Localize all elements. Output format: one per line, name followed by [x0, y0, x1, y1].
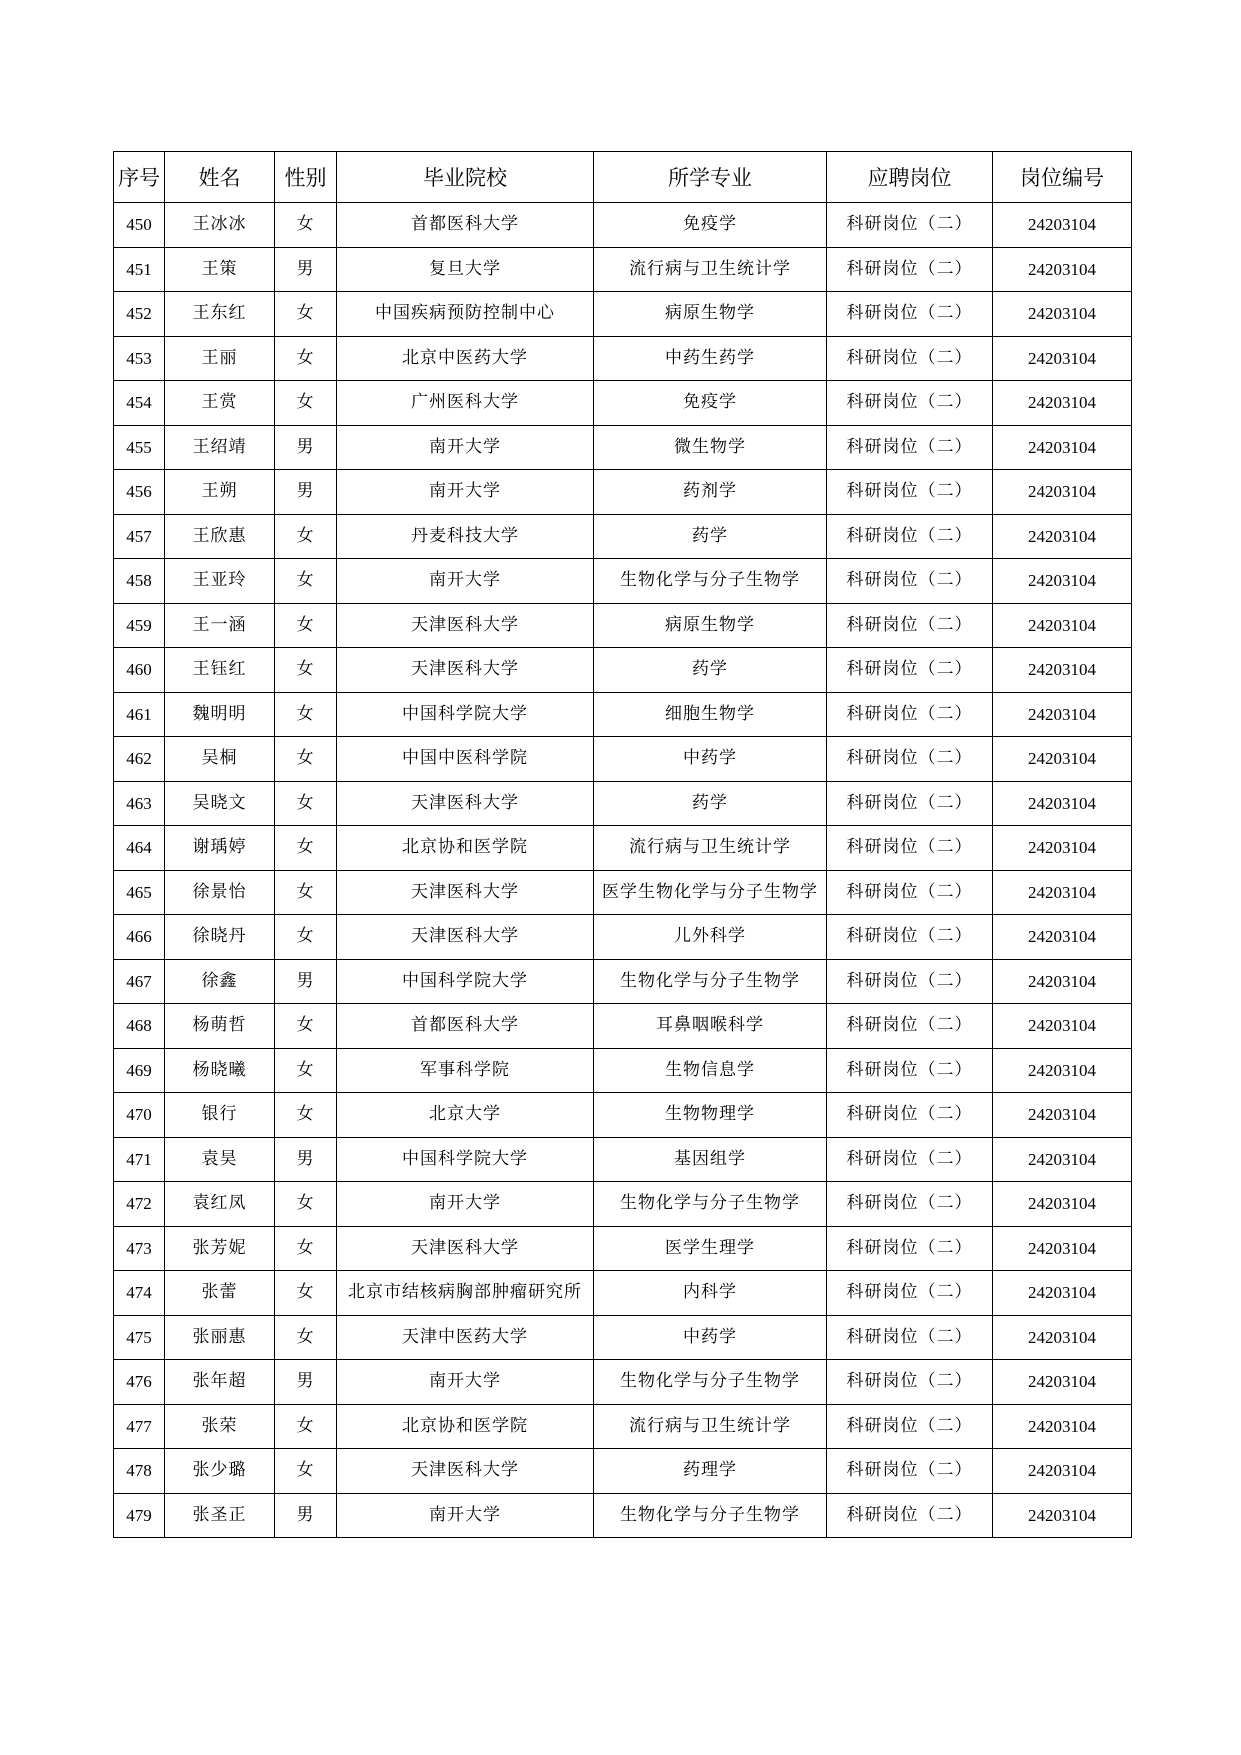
cell-index: 454 [114, 381, 165, 426]
cell-position-code: 24203104 [993, 470, 1132, 515]
cell-position: 科研岗位（二） [827, 603, 993, 648]
table-row [114, 1182, 1132, 1227]
cell-index: 455 [114, 425, 165, 470]
cell-index: 456 [114, 470, 165, 515]
cell-school: 天津医科大学 [337, 915, 594, 960]
cell-position: 科研岗位（二） [827, 1048, 993, 1093]
cell-name: 张丽惠 [165, 1315, 275, 1360]
header-name: 姓名 [165, 152, 275, 203]
cell-index: 478 [114, 1449, 165, 1494]
header-position: 应聘岗位 [827, 152, 993, 203]
cell-index: 467 [114, 959, 165, 1004]
cell-school: 复旦大学 [337, 247, 594, 292]
cell-gender: 男 [275, 1493, 337, 1538]
cell-index: 466 [114, 915, 165, 960]
cell-index: 468 [114, 1004, 165, 1049]
cell-index: 462 [114, 737, 165, 782]
cell-index: 469 [114, 1048, 165, 1093]
cell-name: 王绍靖 [165, 425, 275, 470]
cell-position: 科研岗位（二） [827, 737, 993, 782]
table-row [114, 470, 1132, 515]
cell-index: 458 [114, 559, 165, 604]
table-row [114, 1093, 1132, 1138]
cell-position-code: 24203104 [993, 781, 1132, 826]
cell-school: 北京市结核病胸部肿瘤研究所 [337, 1271, 594, 1316]
table-row [114, 1048, 1132, 1093]
cell-name: 袁红凤 [165, 1182, 275, 1227]
cell-gender: 女 [275, 915, 337, 960]
table-row [114, 1493, 1132, 1538]
cell-position-code: 24203104 [993, 915, 1132, 960]
header-major: 所学专业 [594, 152, 827, 203]
cell-position-code: 24203104 [993, 692, 1132, 737]
table-row [114, 959, 1132, 1004]
header-position-code: 岗位编号 [993, 152, 1132, 203]
cell-position: 科研岗位（二） [827, 381, 993, 426]
cell-name: 徐鑫 [165, 959, 275, 1004]
cell-position: 科研岗位（二） [827, 1360, 993, 1405]
cell-name: 王策 [165, 247, 275, 292]
cell-major: 微生物学 [594, 425, 827, 470]
cell-major: 药理学 [594, 1449, 827, 1494]
cell-position: 科研岗位（二） [827, 1315, 993, 1360]
table-header-row [114, 152, 1132, 203]
cell-index: 461 [114, 692, 165, 737]
cell-position-code: 24203104 [993, 1449, 1132, 1494]
cell-major: 流行病与卫生统计学 [594, 1404, 827, 1449]
cell-major: 药学 [594, 648, 827, 693]
cell-position-code: 24203104 [993, 870, 1132, 915]
header-index: 序号 [114, 152, 165, 203]
cell-gender: 女 [275, 692, 337, 737]
cell-major: 生物物理学 [594, 1093, 827, 1138]
cell-major: 免疫学 [594, 381, 827, 426]
cell-position: 科研岗位（二） [827, 1271, 993, 1316]
cell-name: 张荣 [165, 1404, 275, 1449]
table-row [114, 915, 1132, 960]
cell-gender: 女 [275, 826, 337, 871]
cell-position: 科研岗位（二） [827, 1093, 993, 1138]
cell-position-code: 24203104 [993, 292, 1132, 337]
cell-position: 科研岗位（二） [827, 470, 993, 515]
cell-gender: 女 [275, 648, 337, 693]
cell-school: 南开大学 [337, 559, 594, 604]
table-row [114, 1226, 1132, 1271]
table-row [114, 381, 1132, 426]
cell-name: 吴晓文 [165, 781, 275, 826]
cell-school: 首都医科大学 [337, 1004, 594, 1049]
cell-name: 魏明明 [165, 692, 275, 737]
cell-school: 南开大学 [337, 1360, 594, 1405]
cell-school: 中国疾病预防控制中心 [337, 292, 594, 337]
cell-school: 中国中医科学院 [337, 737, 594, 782]
cell-name: 袁昊 [165, 1137, 275, 1182]
cell-gender: 女 [275, 870, 337, 915]
cell-school: 天津医科大学 [337, 603, 594, 648]
cell-gender: 女 [275, 737, 337, 782]
table-row [114, 826, 1132, 871]
cell-major: 儿外科学 [594, 915, 827, 960]
cell-position-code: 24203104 [993, 514, 1132, 559]
cell-position: 科研岗位（二） [827, 648, 993, 693]
cell-index: 464 [114, 826, 165, 871]
cell-name: 吴桐 [165, 737, 275, 782]
cell-index: 465 [114, 870, 165, 915]
cell-position: 科研岗位（二） [827, 292, 993, 337]
cell-gender: 女 [275, 559, 337, 604]
cell-name: 王丽 [165, 336, 275, 381]
cell-name: 张圣正 [165, 1493, 275, 1538]
cell-name: 银行 [165, 1093, 275, 1138]
cell-position-code: 24203104 [993, 1004, 1132, 1049]
cell-position-code: 24203104 [993, 1182, 1132, 1227]
cell-school: 天津医科大学 [337, 781, 594, 826]
table-row [114, 1449, 1132, 1494]
table-row [114, 737, 1132, 782]
cell-gender: 女 [275, 603, 337, 648]
cell-school: 南开大学 [337, 1182, 594, 1227]
cell-position: 科研岗位（二） [827, 959, 993, 1004]
table-row [114, 870, 1132, 915]
cell-school: 南开大学 [337, 470, 594, 515]
cell-index: 472 [114, 1182, 165, 1227]
cell-index: 471 [114, 1137, 165, 1182]
cell-major: 中药生药学 [594, 336, 827, 381]
cell-position-code: 24203104 [993, 1360, 1132, 1405]
cell-gender: 男 [275, 959, 337, 1004]
header-gender: 性别 [275, 152, 337, 203]
cell-gender: 男 [275, 425, 337, 470]
cell-position-code: 24203104 [993, 1048, 1132, 1093]
cell-major: 药剂学 [594, 470, 827, 515]
cell-name: 徐晓丹 [165, 915, 275, 960]
cell-index: 453 [114, 336, 165, 381]
table-row [114, 1137, 1132, 1182]
cell-position-code: 24203104 [993, 1271, 1132, 1316]
cell-name: 王东红 [165, 292, 275, 337]
cell-major: 生物信息学 [594, 1048, 827, 1093]
cell-gender: 男 [275, 1360, 337, 1405]
cell-major: 中药学 [594, 737, 827, 782]
cell-position-code: 24203104 [993, 559, 1132, 604]
cell-index: 460 [114, 648, 165, 693]
cell-index: 476 [114, 1360, 165, 1405]
cell-school: 天津医科大学 [337, 648, 594, 693]
cell-school: 北京中医药大学 [337, 336, 594, 381]
table-row [114, 559, 1132, 604]
cell-major: 内科学 [594, 1271, 827, 1316]
cell-major: 中药学 [594, 1315, 827, 1360]
cell-major: 药学 [594, 514, 827, 559]
cell-school: 天津医科大学 [337, 870, 594, 915]
table-row [114, 514, 1132, 559]
cell-major: 生物化学与分子生物学 [594, 1493, 827, 1538]
cell-name: 王冰冰 [165, 203, 275, 248]
cell-index: 451 [114, 247, 165, 292]
cell-position: 科研岗位（二） [827, 826, 993, 871]
cell-name: 徐景怡 [165, 870, 275, 915]
cell-index: 479 [114, 1493, 165, 1538]
cell-major: 生物化学与分子生物学 [594, 1182, 827, 1227]
cell-position: 科研岗位（二） [827, 1182, 993, 1227]
cell-gender: 女 [275, 514, 337, 559]
cell-gender: 女 [275, 1093, 337, 1138]
cell-position: 科研岗位（二） [827, 425, 993, 470]
cell-name: 杨萌哲 [165, 1004, 275, 1049]
table-row [114, 603, 1132, 648]
cell-position: 科研岗位（二） [827, 781, 993, 826]
cell-position: 科研岗位（二） [827, 514, 993, 559]
cell-name: 杨晓曦 [165, 1048, 275, 1093]
cell-position-code: 24203104 [993, 1137, 1132, 1182]
cell-gender: 女 [275, 1271, 337, 1316]
cell-index: 475 [114, 1315, 165, 1360]
cell-position-code: 24203104 [993, 203, 1132, 248]
cell-index: 474 [114, 1271, 165, 1316]
cell-school: 中国科学院大学 [337, 692, 594, 737]
cell-position-code: 24203104 [993, 1315, 1132, 1360]
cell-position-code: 24203104 [993, 959, 1132, 1004]
cell-school: 天津医科大学 [337, 1226, 594, 1271]
cell-gender: 女 [275, 1182, 337, 1227]
cell-position: 科研岗位（二） [827, 247, 993, 292]
cell-gender: 男 [275, 247, 337, 292]
table-row [114, 1404, 1132, 1449]
cell-gender: 女 [275, 1004, 337, 1049]
cell-position-code: 24203104 [993, 425, 1132, 470]
cell-school: 南开大学 [337, 1493, 594, 1538]
table-body [114, 203, 1132, 1538]
cell-gender: 女 [275, 1449, 337, 1494]
cell-position: 科研岗位（二） [827, 1226, 993, 1271]
cell-major: 药学 [594, 781, 827, 826]
cell-position-code: 24203104 [993, 1093, 1132, 1138]
table-row [114, 425, 1132, 470]
cell-gender: 男 [275, 1137, 337, 1182]
cell-position: 科研岗位（二） [827, 1137, 993, 1182]
cell-gender: 男 [275, 470, 337, 515]
table-row [114, 648, 1132, 693]
table-row [114, 1271, 1132, 1316]
cell-position-code: 24203104 [993, 381, 1132, 426]
cell-school: 中国科学院大学 [337, 959, 594, 1004]
cell-position-code: 24203104 [993, 336, 1132, 381]
cell-school: 北京协和医学院 [337, 826, 594, 871]
cell-major: 生物化学与分子生物学 [594, 1360, 827, 1405]
cell-major: 耳鼻咽喉科学 [594, 1004, 827, 1049]
cell-name: 王亚玲 [165, 559, 275, 604]
cell-index: 477 [114, 1404, 165, 1449]
cell-school: 广州医科大学 [337, 381, 594, 426]
cell-position: 科研岗位（二） [827, 1449, 993, 1494]
cell-index: 452 [114, 292, 165, 337]
cell-position-code: 24203104 [993, 603, 1132, 648]
table-row [114, 336, 1132, 381]
cell-name: 张少璐 [165, 1449, 275, 1494]
cell-position-code: 24203104 [993, 1493, 1132, 1538]
cell-major: 免疫学 [594, 203, 827, 248]
cell-name: 张蕾 [165, 1271, 275, 1316]
cell-position: 科研岗位（二） [827, 203, 993, 248]
cell-school: 天津中医药大学 [337, 1315, 594, 1360]
cell-index: 463 [114, 781, 165, 826]
cell-position: 科研岗位（二） [827, 870, 993, 915]
cell-gender: 女 [275, 292, 337, 337]
cell-gender: 女 [275, 1404, 337, 1449]
cell-major: 细胞生物学 [594, 692, 827, 737]
cell-index: 457 [114, 514, 165, 559]
table-row [114, 247, 1132, 292]
cell-major: 流行病与卫生统计学 [594, 826, 827, 871]
cell-name: 王赏 [165, 381, 275, 426]
cell-gender: 女 [275, 1226, 337, 1271]
table-row [114, 292, 1132, 337]
cell-position: 科研岗位（二） [827, 1404, 993, 1449]
table-row [114, 781, 1132, 826]
cell-gender: 女 [275, 381, 337, 426]
cell-index: 459 [114, 603, 165, 648]
cell-major: 生物化学与分子生物学 [594, 959, 827, 1004]
header-school: 毕业院校 [337, 152, 594, 203]
cell-name: 谢瑀婷 [165, 826, 275, 871]
table-row [114, 692, 1132, 737]
table-row [114, 1315, 1132, 1360]
cell-gender: 女 [275, 1048, 337, 1093]
cell-gender: 女 [275, 203, 337, 248]
cell-name: 张芳妮 [165, 1226, 275, 1271]
cell-school: 南开大学 [337, 425, 594, 470]
table-row [114, 1004, 1132, 1049]
cell-index: 473 [114, 1226, 165, 1271]
cell-major: 医学生理学 [594, 1226, 827, 1271]
cell-position: 科研岗位（二） [827, 1493, 993, 1538]
table-row [114, 203, 1132, 248]
cell-major: 病原生物学 [594, 603, 827, 648]
cell-position: 科研岗位（二） [827, 915, 993, 960]
cell-gender: 女 [275, 1315, 337, 1360]
cell-position-code: 24203104 [993, 737, 1132, 782]
cell-gender: 女 [275, 781, 337, 826]
cell-position: 科研岗位（二） [827, 336, 993, 381]
cell-school: 中国科学院大学 [337, 1137, 594, 1182]
cell-school: 丹麦科技大学 [337, 514, 594, 559]
cell-major: 医学生物化学与分子生物学 [594, 870, 827, 915]
cell-position-code: 24203104 [993, 648, 1132, 693]
cell-position-code: 24203104 [993, 1226, 1132, 1271]
cell-major: 病原生物学 [594, 292, 827, 337]
candidate-table [113, 151, 1132, 1538]
cell-school: 首都医科大学 [337, 203, 594, 248]
table-row [114, 1360, 1132, 1405]
cell-school: 军事科学院 [337, 1048, 594, 1093]
cell-gender: 女 [275, 336, 337, 381]
cell-name: 王钰红 [165, 648, 275, 693]
cell-index: 450 [114, 203, 165, 248]
cell-school: 北京大学 [337, 1093, 594, 1138]
cell-position-code: 24203104 [993, 247, 1132, 292]
cell-index: 470 [114, 1093, 165, 1138]
cell-major: 流行病与卫生统计学 [594, 247, 827, 292]
cell-position-code: 24203104 [993, 1404, 1132, 1449]
cell-name: 王欣惠 [165, 514, 275, 559]
cell-name: 张年超 [165, 1360, 275, 1405]
cell-name: 王朔 [165, 470, 275, 515]
cell-position: 科研岗位（二） [827, 692, 993, 737]
cell-major: 基因组学 [594, 1137, 827, 1182]
cell-major: 生物化学与分子生物学 [594, 559, 827, 604]
cell-position: 科研岗位（二） [827, 1004, 993, 1049]
cell-name: 王一涵 [165, 603, 275, 648]
cell-school: 北京协和医学院 [337, 1404, 594, 1449]
cell-school: 天津医科大学 [337, 1449, 594, 1494]
cell-position: 科研岗位（二） [827, 559, 993, 604]
cell-position-code: 24203104 [993, 826, 1132, 871]
